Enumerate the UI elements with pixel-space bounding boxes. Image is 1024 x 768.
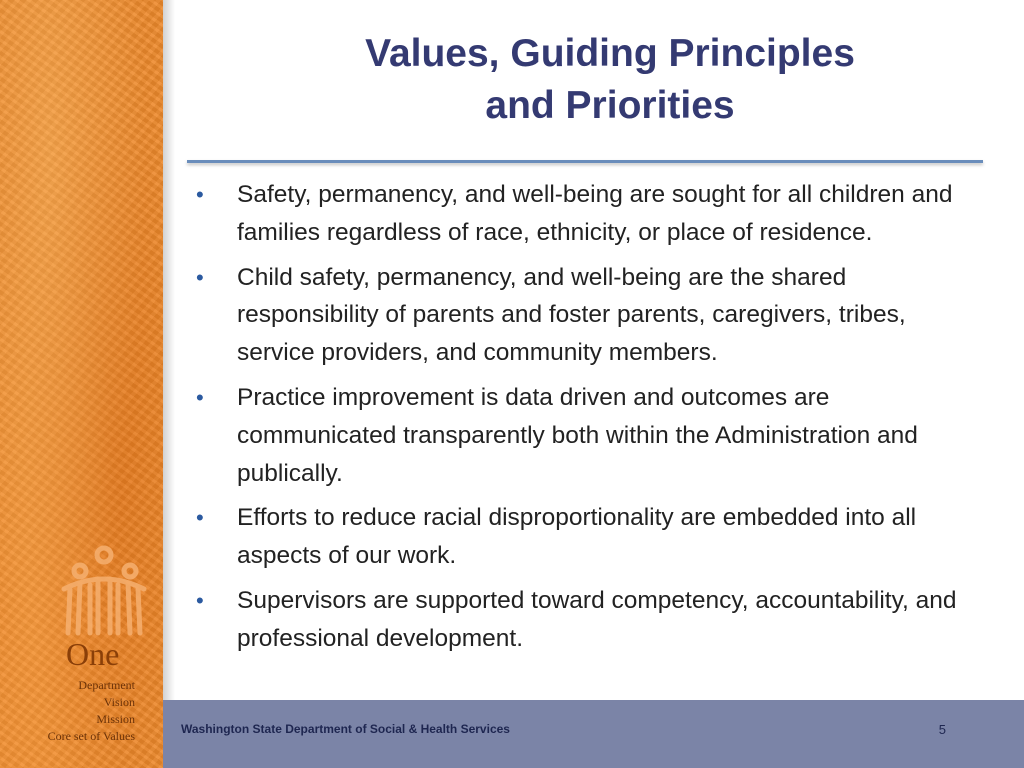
slide-title-line-1: Values, Guiding Principles (365, 32, 855, 75)
bullet-dot-icon: • (196, 384, 204, 410)
bullet-list (196, 176, 976, 665)
bullet-dot-icon: • (196, 505, 204, 531)
sidebar-shadow (163, 0, 175, 700)
logo-line: Vision (103, 695, 135, 709)
page-number: 5 (938, 722, 946, 737)
bullet-item (196, 499, 976, 575)
slide-title (190, 28, 1024, 132)
bullet-text: Efforts to reduce racial disproportionality are embedded into all aspects of our work. (237, 504, 917, 570)
bullet-dot-icon: • (196, 264, 204, 290)
logo-word: One (66, 636, 120, 672)
title-divider (187, 160, 983, 163)
bullet-text: Child safety, permanency, and well-being are the shared responsibility of parents and foster parents, caregivers, tribes, service providers, and community members. (237, 263, 906, 367)
bullet-item (196, 379, 976, 492)
bullet-text: Supervisors are supported toward competency, accountability, and professional development. (237, 586, 957, 652)
slide-title-line-2: and Priorities (485, 84, 735, 127)
footer-bar (163, 700, 1024, 768)
bullet-text: Safety, permanency, and well-being are sought for all children and families regardless of race, ethnicity, or place of residence. (237, 181, 953, 246)
bullet-dot-icon: • (196, 587, 204, 613)
bullet-item (196, 259, 976, 372)
bullet-dot-icon: • (196, 182, 204, 207)
logo-line: Mission (96, 712, 135, 726)
bullet-item (196, 176, 976, 252)
logo-tagline (0, 677, 135, 745)
logo-line: Core set of Values (47, 729, 135, 743)
footer-organization: Washington State Department of Social & Health Services (181, 722, 510, 736)
family-figures-icon (58, 545, 150, 637)
logo-line: Department (78, 678, 135, 692)
bullet-item (196, 582, 976, 658)
bullet-text: Practice improvement is data driven and outcomes are communicated transparently both within the Administration and publically. (237, 383, 918, 487)
